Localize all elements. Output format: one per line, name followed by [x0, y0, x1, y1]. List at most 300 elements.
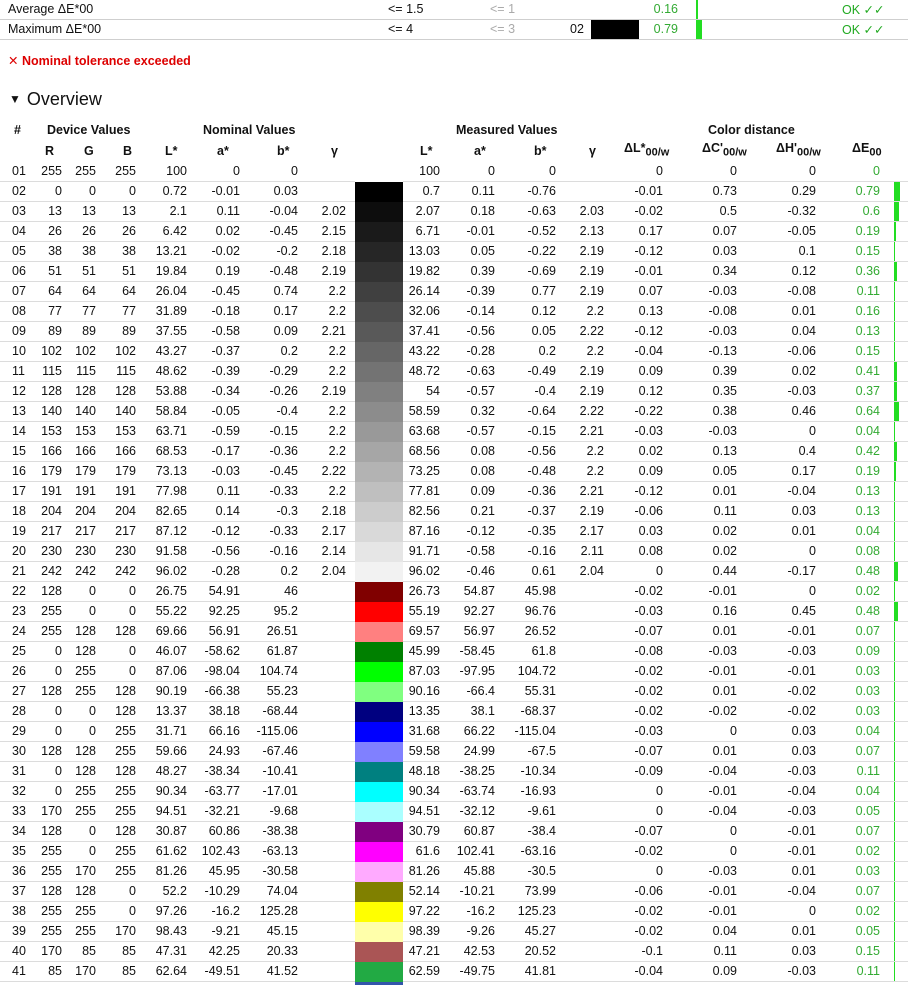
cell-B: 26 — [122, 224, 136, 238]
cell-gamma: 2.02 — [321, 204, 346, 218]
cell-R: 242 — [41, 564, 62, 578]
cell-number: 20 — [12, 544, 26, 558]
summary-recommended: <= 1 — [490, 2, 516, 16]
cell-b: -0.26 — [269, 384, 298, 398]
cell-measured-b: -0.49 — [527, 364, 556, 378]
cell-G: 85 — [82, 944, 96, 958]
cell-L: 94.51 — [155, 804, 187, 818]
cell-measured-L: 69.57 — [408, 624, 440, 638]
cell-measured-a: 0.39 — [470, 264, 495, 278]
cell-a: -0.37 — [211, 344, 240, 358]
cell-delta-H: -0.17 — [787, 564, 816, 578]
cell-delta-E: 0.48 — [855, 564, 880, 578]
cell-L: 68.53 — [155, 444, 187, 458]
cell-number: 09 — [12, 324, 26, 338]
cell-number: 33 — [12, 804, 26, 818]
cell-delta-C: 0.44 — [712, 564, 737, 578]
cell-measured-L: 63.68 — [408, 424, 440, 438]
summary-label: Maximum ΔE*00 — [8, 22, 102, 36]
color-swatch — [355, 362, 403, 382]
cell-measured-L: 94.51 — [408, 804, 440, 818]
cell-G: 0 — [89, 584, 96, 598]
cell-B: 13 — [122, 204, 136, 218]
cell-delta-H: 0 — [809, 544, 816, 558]
summary-row — [0, 20, 908, 40]
cell-number: 05 — [12, 244, 26, 258]
cell-delta-C: 0.35 — [712, 384, 737, 398]
cell-measured-L: 6.71 — [415, 224, 440, 238]
cell-G: 153 — [75, 424, 96, 438]
cell-G: 128 — [75, 744, 96, 758]
cell-delta-C: 0.02 — [712, 544, 737, 558]
cell-number: 36 — [12, 864, 26, 878]
cell-delta-E: 0.36 — [855, 264, 880, 278]
cell-delta-L: -0.03 — [634, 604, 663, 618]
cell-b: -0.16 — [269, 544, 298, 558]
cell-measured-L: 55.19 — [408, 604, 440, 618]
cell-L: 47.31 — [155, 944, 187, 958]
cell-measured-b: -0.16 — [527, 544, 556, 558]
cell-delta-L: -0.06 — [634, 504, 663, 518]
delta-e-bar — [894, 722, 895, 741]
table-row — [0, 542, 908, 562]
cell-gamma: 2.15 — [321, 224, 346, 238]
table-row — [0, 322, 908, 342]
cell-R: 166 — [41, 444, 62, 458]
cell-R: 255 — [41, 624, 62, 638]
cell-B: 128 — [115, 684, 136, 698]
cell-delta-L: -0.02 — [634, 924, 663, 938]
color-swatch — [355, 742, 403, 762]
cell-measured-L: 68.56 — [408, 444, 440, 458]
cell-L: 61.62 — [155, 844, 187, 858]
cell-measured-b: 20.52 — [524, 944, 556, 958]
cell-measured-a: 60.87 — [463, 824, 495, 838]
cell-L: 69.66 — [155, 624, 187, 638]
delta-e-bar — [894, 302, 895, 321]
cell-delta-E: 0.16 — [855, 304, 880, 318]
table-row — [0, 902, 908, 922]
cell-delta-C: -0.04 — [708, 804, 737, 818]
cell-G: 64 — [82, 284, 96, 298]
cell-R: 0 — [55, 644, 62, 658]
cell-measured-b: 45.98 — [524, 584, 556, 598]
cell-b: 0.2 — [280, 344, 298, 358]
cell-delta-E: 0.11 — [856, 964, 880, 978]
cell-b: 20.33 — [266, 944, 298, 958]
cell-delta-E: 0.13 — [855, 504, 880, 518]
cell-measured-gamma: 2.2 — [586, 464, 604, 478]
cell-delta-C: 0 — [730, 824, 737, 838]
cell-a: -0.12 — [211, 524, 240, 538]
cell-delta-H: -0.02 — [787, 684, 816, 698]
summary-bar — [696, 0, 698, 19]
cell-delta-C: -0.03 — [708, 424, 737, 438]
cell-B: 0 — [129, 584, 136, 598]
cell-number: 40 — [12, 944, 26, 958]
delta-e-bar — [894, 962, 895, 981]
cell-L: 46.07 — [155, 644, 187, 658]
cell-measured-a: -9.26 — [466, 924, 495, 938]
cell-G: 179 — [75, 464, 96, 478]
cell-measured-b: 125.23 — [517, 904, 556, 918]
cell-delta-L: -0.03 — [634, 724, 663, 738]
cell-measured-b: 55.31 — [524, 684, 556, 698]
cell-B: 128 — [115, 764, 136, 778]
cell-measured-gamma: 2.2 — [586, 444, 604, 458]
cell-measured-b: -115.04 — [514, 724, 556, 738]
cell-b: -0.04 — [269, 204, 298, 218]
cell-delta-C: -0.03 — [708, 324, 737, 338]
cell-L: 81.26 — [155, 864, 187, 878]
cell-G: 170 — [75, 864, 96, 878]
table-row — [0, 582, 908, 602]
cell-delta-C: 0.5 — [719, 204, 737, 218]
cell-R: 255 — [41, 924, 62, 938]
delta-e-bar — [894, 562, 898, 581]
cell-delta-H: 0 — [809, 904, 816, 918]
table-row — [0, 522, 908, 542]
cell-number: 23 — [12, 604, 26, 618]
cell-R: 0 — [55, 664, 62, 678]
cell-a: 0 — [233, 164, 240, 178]
cell-b: -0.36 — [269, 444, 298, 458]
table-row — [0, 482, 908, 502]
cell-delta-L: 0.13 — [638, 304, 663, 318]
cell-G: 38 — [82, 244, 96, 258]
cell-number: 01 — [12, 164, 26, 178]
overview-toggle[interactable] — [9, 89, 102, 110]
cell-delta-C: -0.03 — [708, 864, 737, 878]
cell-L: 52.2 — [162, 884, 187, 898]
table-row — [0, 782, 908, 802]
cell-measured-L: 96.02 — [408, 564, 440, 578]
cell-measured-a: 102.41 — [456, 844, 495, 858]
cell-measured-a: -97.95 — [459, 664, 495, 678]
table-row — [0, 842, 908, 862]
cell-number: 08 — [12, 304, 26, 318]
cell-measured-a: 0.32 — [470, 404, 495, 418]
color-swatch — [355, 462, 403, 482]
cell-R: 0 — [55, 724, 62, 738]
cell-R: 255 — [41, 164, 62, 178]
cell-measured-b: 0.77 — [531, 284, 556, 298]
delta-e-bar — [894, 502, 895, 521]
cell-R: 153 — [41, 424, 62, 438]
delta-e-bar — [894, 942, 895, 961]
col-delta-H: $\Delta H'_{00/w}$ — [776, 141, 821, 159]
delta-e-bar — [894, 782, 895, 801]
cell-delta-H: 0.17 — [791, 464, 816, 478]
cell-R: 128 — [41, 744, 62, 758]
cell-measured-b: 104.72 — [517, 664, 556, 678]
cell-measured-a: -49.75 — [459, 964, 495, 978]
cell-measured-a: -0.46 — [466, 564, 495, 578]
cell-measured-a: 0.08 — [470, 464, 495, 478]
delta-e-bar — [894, 642, 895, 661]
cell-gamma: 2.14 — [321, 544, 346, 558]
color-swatch — [355, 942, 403, 962]
cell-measured-a: 0.11 — [471, 184, 495, 198]
cell-measured-L: 37.41 — [408, 324, 440, 338]
cell-measured-a: 45.88 — [463, 864, 495, 878]
cell-L: 43.27 — [155, 344, 187, 358]
cell-delta-L: 0.03 — [638, 524, 663, 538]
color-swatch — [355, 762, 403, 782]
table-row — [0, 602, 908, 622]
cell-delta-C: -0.03 — [708, 644, 737, 658]
cell-gamma: 2.04 — [321, 564, 346, 578]
cell-measured-b: -0.4 — [534, 384, 556, 398]
cell-b: 61.87 — [266, 644, 298, 658]
cell-delta-C: 0.13 — [712, 444, 737, 458]
color-swatch — [355, 782, 403, 802]
summary-status: OK ✓✓ — [842, 3, 885, 17]
cell-delta-H: 0.46 — [791, 404, 816, 418]
cell-B: 140 — [115, 404, 136, 418]
color-swatch — [355, 422, 403, 442]
table-row — [0, 742, 908, 762]
cell-delta-L: -0.08 — [634, 644, 663, 658]
cell-L: 0.72 — [162, 184, 187, 198]
cell-delta-H: 0.45 — [791, 604, 816, 618]
cell-B: 255 — [115, 744, 136, 758]
color-swatch — [355, 682, 403, 702]
delta-e-bar — [894, 222, 896, 241]
cell-R: 128 — [41, 824, 62, 838]
cell-delta-H: 0.01 — [791, 924, 816, 938]
cell-measured-gamma: 2.21 — [579, 424, 604, 438]
cell-delta-L: -0.07 — [634, 624, 663, 638]
cell-measured-gamma: 2.19 — [579, 364, 604, 378]
cell-delta-H: 0.01 — [791, 304, 816, 318]
cell-delta-H: -0.04 — [787, 884, 816, 898]
color-swatch — [355, 962, 403, 982]
cell-G: 128 — [75, 644, 96, 658]
cell-delta-E: 0.03 — [855, 704, 880, 718]
cell-B: 64 — [122, 284, 136, 298]
table-row — [0, 362, 908, 382]
table-row — [0, 502, 908, 522]
cell-G: 77 — [82, 304, 96, 318]
cell-B: 0 — [129, 904, 136, 918]
cell-delta-H: 0.01 — [791, 524, 816, 538]
cell-b: 55.23 — [266, 684, 298, 698]
table-row — [0, 962, 908, 982]
cell-measured-L: 97.22 — [408, 904, 440, 918]
cell-G: 0 — [89, 824, 96, 838]
summary-value: 0.16 — [653, 2, 678, 16]
table-row — [0, 922, 908, 942]
cell-b: 95.2 — [273, 604, 298, 618]
cell-delta-H: -0.02 — [787, 704, 816, 718]
cell-delta-L: -0.12 — [634, 244, 663, 258]
cell-measured-a: -38.25 — [459, 764, 495, 778]
cell-G: 170 — [75, 964, 96, 978]
col-delta-L: $\Delta L*_{00/w}$ — [624, 141, 670, 159]
cell-b: 0.2 — [280, 564, 298, 578]
cell-L: 98.43 — [155, 924, 187, 938]
cell-measured-a: -0.56 — [466, 324, 495, 338]
cell-a: 54.91 — [208, 584, 240, 598]
cell-measured-b: -0.48 — [527, 464, 556, 478]
cell-gamma: 2.2 — [328, 364, 346, 378]
cell-b: -38.38 — [262, 824, 298, 838]
cell-delta-E: 0.08 — [855, 544, 880, 558]
cell-B: 255 — [115, 724, 136, 738]
cell-number: 30 — [12, 744, 26, 758]
table-row — [0, 942, 908, 962]
cell-delta-C: 0.03 — [712, 244, 737, 258]
cell-delta-L: -0.02 — [634, 684, 663, 698]
cell-R: 230 — [41, 544, 62, 558]
cell-R: 51 — [48, 264, 62, 278]
cell-measured-L: 81.26 — [408, 864, 440, 878]
cell-delta-H: -0.08 — [787, 284, 816, 298]
cell-delta-E: 0.79 — [855, 184, 880, 198]
cell-delta-C: -0.08 — [708, 304, 737, 318]
cell-delta-E: 0.07 — [855, 744, 880, 758]
cell-delta-L: 0 — [656, 784, 663, 798]
cell-G: 255 — [75, 924, 96, 938]
cell-R: 140 — [41, 404, 62, 418]
cell-a: -98.04 — [204, 664, 240, 678]
table-row — [0, 162, 908, 182]
cell-measured-L: 48.72 — [408, 364, 440, 378]
cell-R: 102 — [41, 344, 62, 358]
cell-L: 90.19 — [155, 684, 187, 698]
delta-e-bar — [894, 362, 897, 381]
cell-b: -68.44 — [262, 704, 298, 718]
cell-measured-gamma: 2.2 — [586, 304, 604, 318]
delta-e-bar — [894, 462, 896, 481]
cell-measured-a: -0.28 — [466, 344, 495, 358]
color-swatch — [355, 702, 403, 722]
cell-R: 77 — [48, 304, 62, 318]
cell-measured-L: 91.71 — [408, 544, 440, 558]
cell-R: 255 — [41, 864, 62, 878]
cell-measured-L: 82.56 — [408, 504, 440, 518]
cell-delta-E: 0.04 — [855, 524, 880, 538]
color-swatch — [355, 562, 403, 582]
cell-R: 217 — [41, 524, 62, 538]
cell-delta-H: -0.03 — [787, 804, 816, 818]
cell-b: -10.41 — [262, 764, 298, 778]
cell-number: 15 — [12, 444, 26, 458]
cell-L: 63.71 — [155, 424, 187, 438]
cell-measured-a: 66.22 — [463, 724, 495, 738]
cell-measured-a: -10.21 — [459, 884, 495, 898]
cell-delta-E: 0.07 — [855, 884, 880, 898]
summary-value: 0.79 — [653, 22, 678, 36]
cell-delta-L: -0.01 — [634, 184, 663, 198]
cell-delta-H: 0.03 — [791, 724, 816, 738]
cell-R: 128 — [41, 684, 62, 698]
cell-G: 191 — [75, 484, 96, 498]
cell-gamma: 2.19 — [321, 264, 346, 278]
cell-B: 217 — [115, 524, 136, 538]
table-row — [0, 222, 908, 242]
cell-measured-gamma: 2.19 — [579, 384, 604, 398]
cell-b: -63.13 — [262, 844, 298, 858]
cell-delta-E: 0.15 — [855, 344, 880, 358]
cell-measured-gamma: 2.17 — [579, 524, 604, 538]
cell-delta-H: -0.01 — [787, 664, 816, 678]
cell-delta-C: -0.01 — [708, 904, 737, 918]
cell-R: 179 — [41, 464, 62, 478]
cell-measured-gamma: 2.22 — [579, 404, 604, 418]
cell-a: 60.86 — [208, 824, 240, 838]
cell-a: 0.02 — [215, 224, 240, 238]
cell-measured-L: 77.81 — [408, 484, 440, 498]
cell-delta-L: 0.02 — [638, 444, 663, 458]
cell-B: 128 — [115, 704, 136, 718]
summary-patch: 02 — [570, 22, 584, 36]
delta-e-bar — [894, 522, 895, 541]
cell-delta-C: 0.38 — [712, 404, 737, 418]
cell-measured-gamma: 2.19 — [579, 284, 604, 298]
col-delta-C: $\Delta C'_{00/w}$ — [702, 141, 747, 159]
cell-measured-b: -0.22 — [527, 244, 556, 258]
cell-delta-L: 0 — [656, 164, 663, 178]
cell-R: 170 — [41, 944, 62, 958]
cell-measured-L: 2.07 — [415, 204, 440, 218]
cell-measured-L: 26.14 — [408, 284, 440, 298]
cell-b: 0 — [291, 164, 298, 178]
col-R: R — [45, 144, 55, 158]
delta-e-bar — [894, 482, 895, 501]
cell-G: 255 — [75, 164, 96, 178]
color-swatch — [355, 222, 403, 242]
cell-delta-E: 0.07 — [855, 824, 880, 838]
cell-B: 128 — [115, 384, 136, 398]
cell-delta-C: 0.11 — [713, 944, 737, 958]
cell-number: 03 — [12, 204, 26, 218]
cell-R: 170 — [41, 804, 62, 818]
cell-measured-L: 0.7 — [422, 184, 440, 198]
cell-L: 97.26 — [155, 904, 187, 918]
cell-number: 31 — [12, 764, 26, 778]
cell-number: 11 — [12, 364, 25, 378]
cell-R: 0 — [55, 184, 62, 198]
cell-B: 242 — [115, 564, 136, 578]
cell-measured-b: -0.69 — [527, 264, 556, 278]
cell-delta-H: -0.01 — [787, 824, 816, 838]
cell-measured-a: -32.12 — [459, 804, 495, 818]
cell-a: -0.34 — [211, 384, 240, 398]
cell-measured-L: 98.39 — [408, 924, 440, 938]
delta-e-bar — [894, 442, 897, 461]
table-row — [0, 302, 908, 322]
cell-delta-E: 0.03 — [855, 684, 880, 698]
table-row — [0, 682, 908, 702]
cell-L: 6.42 — [162, 224, 187, 238]
cell-gamma: 2.2 — [328, 444, 346, 458]
cell-G: 0 — [89, 604, 96, 618]
cell-L: 87.12 — [155, 524, 187, 538]
cell-delta-E: 0.03 — [855, 664, 880, 678]
cell-G: 230 — [75, 544, 96, 558]
cell-delta-L: -0.03 — [634, 424, 663, 438]
color-swatch — [355, 862, 403, 882]
cell-number: 04 — [12, 224, 26, 238]
cell-number: 13 — [12, 404, 26, 418]
cell-B: 89 — [122, 324, 136, 338]
cell-a: -0.58 — [211, 324, 240, 338]
cell-b: 46 — [284, 584, 298, 598]
cell-measured-b: -10.34 — [520, 764, 556, 778]
cell-G: 255 — [75, 664, 96, 678]
